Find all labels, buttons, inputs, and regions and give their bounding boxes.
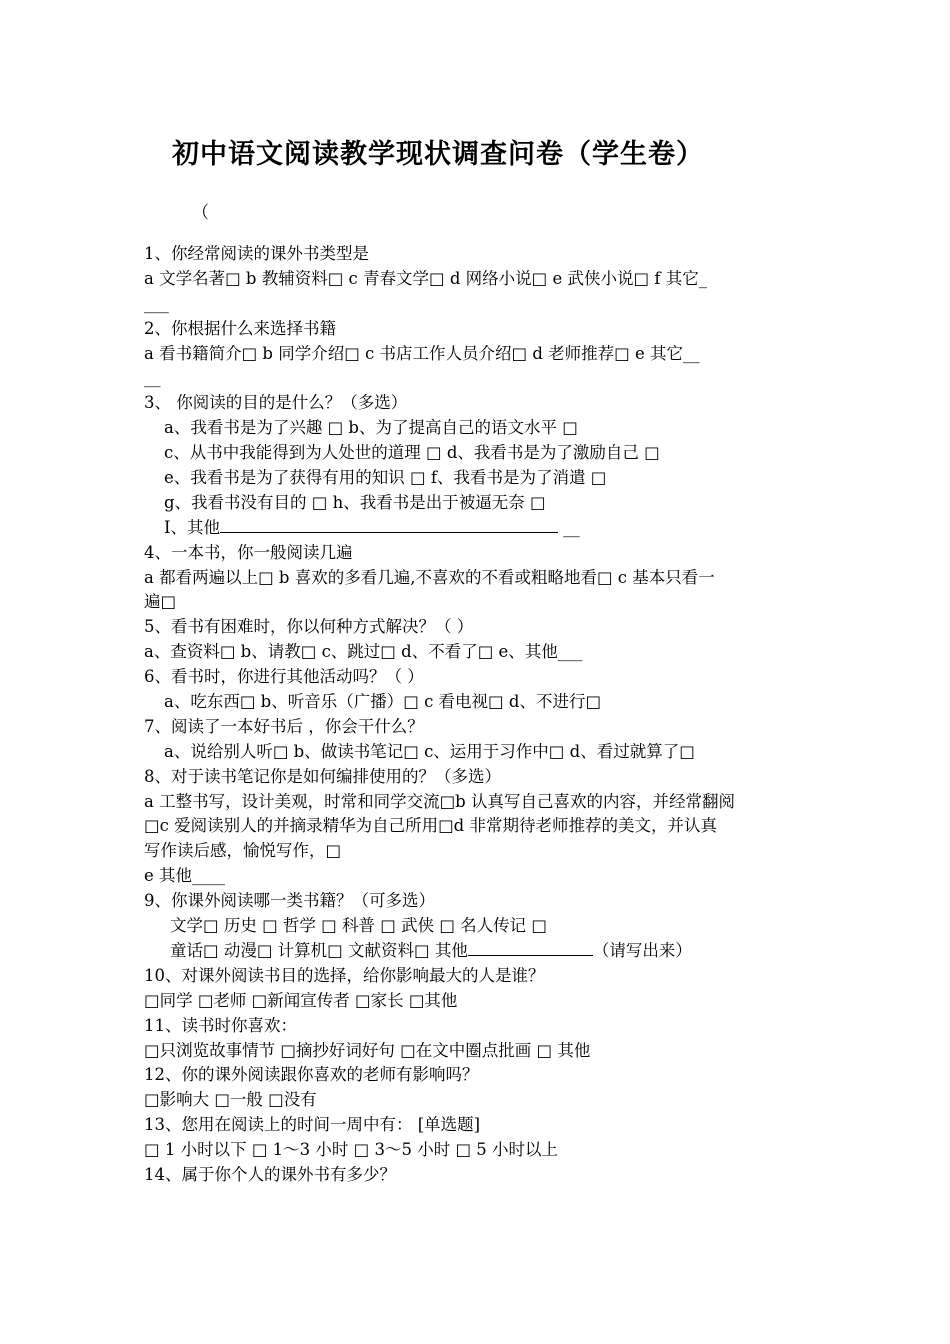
question-8: 8、对于读书笔记你是如何编排使用的？（多选）: [144, 766, 501, 786]
question-3-options-ef: e、我看书是为了获得有用的知识 □ f、我看书是为了消遣 □: [164, 468, 607, 488]
question-12-options: □影响大 □一般 □没有: [144, 1090, 317, 1110]
question-3-options-ab: a、我看书是为了兴趣 □ b、为了提高自己的语文水平 □: [164, 418, 578, 438]
question-8-other: e 其他____: [144, 866, 226, 886]
question-2-options: a 看书籍简介□ b 同学介绍□ c 书店工作人员介绍□ d 老师推荐□ e 其它__: [144, 343, 700, 363]
question-3-options-gh: g、我看书没有目的 □ h、我看书是出于被逼无奈 □: [164, 492, 546, 512]
question-2: 2、你根据什么来选择书籍: [144, 318, 336, 338]
question-9-options-1: 文学□ 历史 □ 哲学 □ 科普 □ 武侠 □ 名人传记 □: [170, 916, 547, 936]
question-8-options-3: 写作读后感，愉悦写作，□: [144, 841, 342, 861]
question-9-other-blank[interactable]: [468, 941, 593, 956]
question-10: 10、对课外阅读书目的选择，给你影响最大的人是谁？: [144, 965, 545, 985]
question-1: 1、你经常阅读的课外书类型是: [144, 244, 369, 263]
question-11: 11、读书时你喜欢：: [144, 1015, 297, 1035]
question-9-options-2-text: 童话□ 动漫□ 计算机□ 文献资料□ 其他: [170, 940, 468, 960]
question-13: 13、您用在阅读上的时间一周中有： [单选题]: [144, 1115, 481, 1135]
question-8-options-1: a 工整书写，设计美观，时常和同学交流□b 认真写自己喜欢的内容，并经常翻阅: [144, 791, 735, 811]
question-7-options: a、说给别人听□ b、做读书笔记□ c、运用于习作中□ d、看过就算了□: [164, 741, 695, 761]
question-14: 14、属于你个人的课外书有多少？: [144, 1164, 396, 1184]
question-2-options-cont: __: [144, 368, 161, 388]
question-3-other-label: I、其他: [164, 517, 221, 537]
question-6: 6、看书时，你进行其他活动吗？（ ）: [144, 667, 424, 687]
question-3: 3、 你阅读的目的是什么？（多选）: [144, 393, 408, 413]
question-1-options: a 文学名著□ b 教辅资料□ c 青春文学□ d 网络小说□ e 武侠小说□ f 其它_: [144, 268, 707, 288]
page-title: 初中语文阅读教学现状调查问卷（学生卷）: [172, 139, 704, 170]
question-3-other-blank[interactable]: [220, 518, 558, 533]
question-8-options-2: □c 爱阅读别人的并摘录精华为自己所用□d 非常期待老师推荐的美文，并认真: [144, 816, 717, 836]
question-7: 7、阅读了一本好书后 ，你会干什么？: [144, 716, 424, 736]
question-3-other: I、其他 __: [164, 517, 580, 537]
question-4-options-cont: 遍□: [144, 592, 177, 612]
question-13-options: □ 1 小时以下 □ 1～3 小时 □ 3～5 小时 □ 5 小时以上: [144, 1140, 559, 1160]
question-10-options: □同学 □老师 □新闻宣传者 □家长 □其他: [144, 990, 458, 1010]
question-9-hint: （请写出来）: [592, 940, 692, 960]
question-11-options: □只浏览故事情节 □摘抄好词好句 □在文中圈点批画 □ 其他: [144, 1040, 591, 1060]
question-9: 9、你课外阅读哪一类书籍？（可多选）: [144, 891, 435, 911]
question-4: 4、一本书，你一般阅读几遍: [144, 542, 353, 562]
questionnaire-body: [144, 242, 814, 1188]
question-5: 5、看书有困难时，你以何种方式解决？（ ）: [144, 617, 474, 637]
question-5-options: a、查资料□ b、请教□ c、跳过□ d、不看了□ e、其他___: [144, 642, 583, 662]
open-paren: （: [192, 203, 209, 223]
question-9-options-2: [144, 939, 814, 964]
question-1-options-cont: ___: [144, 293, 169, 313]
question-3-options-cd: c、从书中我能得到为人处世的道理 □ d、我看书是为了激励自己 □: [164, 443, 660, 463]
question-12: 12、你的课外阅读跟你喜欢的老师有影响吗？: [144, 1065, 479, 1085]
question-4-options: a 都看两遍以上□ b 喜欢的多看几遍,不喜欢的不看或粗略地看□ c 基本只看一: [144, 567, 715, 587]
question-6-options: a、吃东西□ b、听音乐（广播）□ c 看电视□ d、不进行□: [164, 692, 602, 712]
